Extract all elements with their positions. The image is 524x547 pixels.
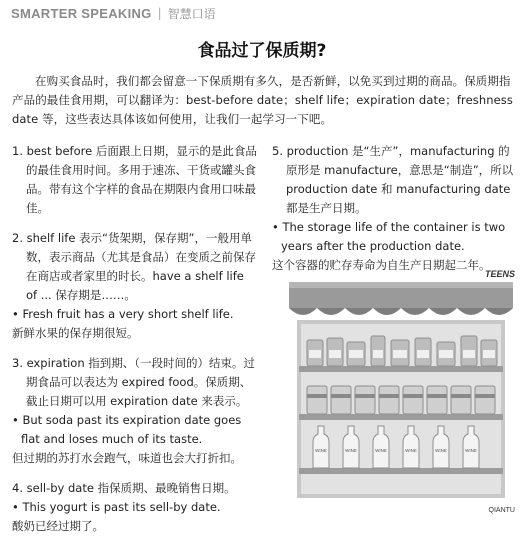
magazine-header bbox=[11, 3, 216, 23]
right-column bbox=[272, 142, 517, 286]
term-description: 5. production 是“生产”，manufacturing 的原形是 manufacture，意思是“制造”，所以 production date 和 manufacturing date 都是生产日期。 bbox=[272, 144, 514, 215]
wine-label: WINE bbox=[375, 448, 387, 453]
shelf-illustration-svg bbox=[285, 282, 517, 502]
term-item-1 bbox=[12, 142, 257, 218]
shelf-awning bbox=[289, 282, 513, 315]
example-sentence: • But soda past its expiration date goes flat and loses much of its taste. bbox=[12, 413, 242, 446]
wine-label: WINE bbox=[435, 448, 447, 453]
example-translation: 这个容器的贮存寿命为自生产日期起二年。 bbox=[272, 258, 491, 272]
term-description: 4. sell-by date 指保质期、最晚销售日期。 bbox=[12, 481, 236, 495]
example-sentence: • The storage life of the container is two years after the production date. bbox=[272, 220, 506, 253]
example-sentence: • This yogurt is past its sell-by date. bbox=[12, 500, 221, 514]
example-translation: 酸奶已经过期了。 bbox=[12, 519, 104, 533]
section-brand-english: SMARTER SPEAKING bbox=[11, 5, 152, 21]
illustration-credit: QIANTU bbox=[488, 507, 515, 514]
example-translation: 但过期的苏打水会跑气，味道也会大打折扣。 bbox=[12, 451, 242, 465]
left-column bbox=[12, 142, 257, 547]
article-title: 食品过了保质期? bbox=[197, 41, 327, 61]
section-brand-chinese: 智慧口语 bbox=[167, 6, 216, 21]
term-item-5 bbox=[272, 142, 517, 275]
term-item-2 bbox=[12, 229, 257, 343]
wine-label: WINE bbox=[315, 448, 327, 453]
shelf-board bbox=[299, 414, 503, 420]
term-description: 3. expiration 指到期、（一段时间的）结束。过期食品可以表达为 expired food。保质期、截止日期可以用 expiration date 来表示。 bbox=[12, 356, 256, 408]
header-separator: | bbox=[157, 6, 162, 20]
wine-label: WINE bbox=[465, 448, 477, 453]
wine-label: WINE bbox=[345, 448, 357, 453]
intro-paragraph: 在购买食品时，我们都会留意一下保质期有多久，是否新鲜，以免买到过期的商品。保质期指产品的最佳食用期，可以翻译为：best-before date；shelf life；expiration date；freshness date 等，这些表达具体该如何使用，让我们一起学习一下吧。 bbox=[12, 74, 513, 126]
term-item-3 bbox=[12, 354, 257, 468]
store-shelf-illustration bbox=[285, 282, 517, 502]
term-description: 2. shelf life 表示“货架期，保存期”，一般用单数，表示商品（尤其是食品）在变质之前保存在商店或者家里的时长。have a shelf life of ... 保存期是……。 bbox=[12, 231, 256, 302]
wine-label: WINE bbox=[405, 448, 417, 453]
term-description: 1. best before 后面跟上日期，显示的是此食品的最佳食用时间。多用于速冻、干货或罐头食品。带有这个字样的食品在期限内食用口味最佳。 bbox=[12, 144, 257, 215]
shelf-board bbox=[299, 366, 503, 372]
shelf-board bbox=[299, 468, 503, 474]
term-item-4 bbox=[12, 479, 257, 536]
example-translation: 新鲜水果的保存期很短。 bbox=[12, 326, 139, 340]
magazine-tag: TEENS bbox=[484, 269, 515, 279]
example-sentence: • Fresh fruit has a very short shelf life. bbox=[12, 307, 234, 321]
